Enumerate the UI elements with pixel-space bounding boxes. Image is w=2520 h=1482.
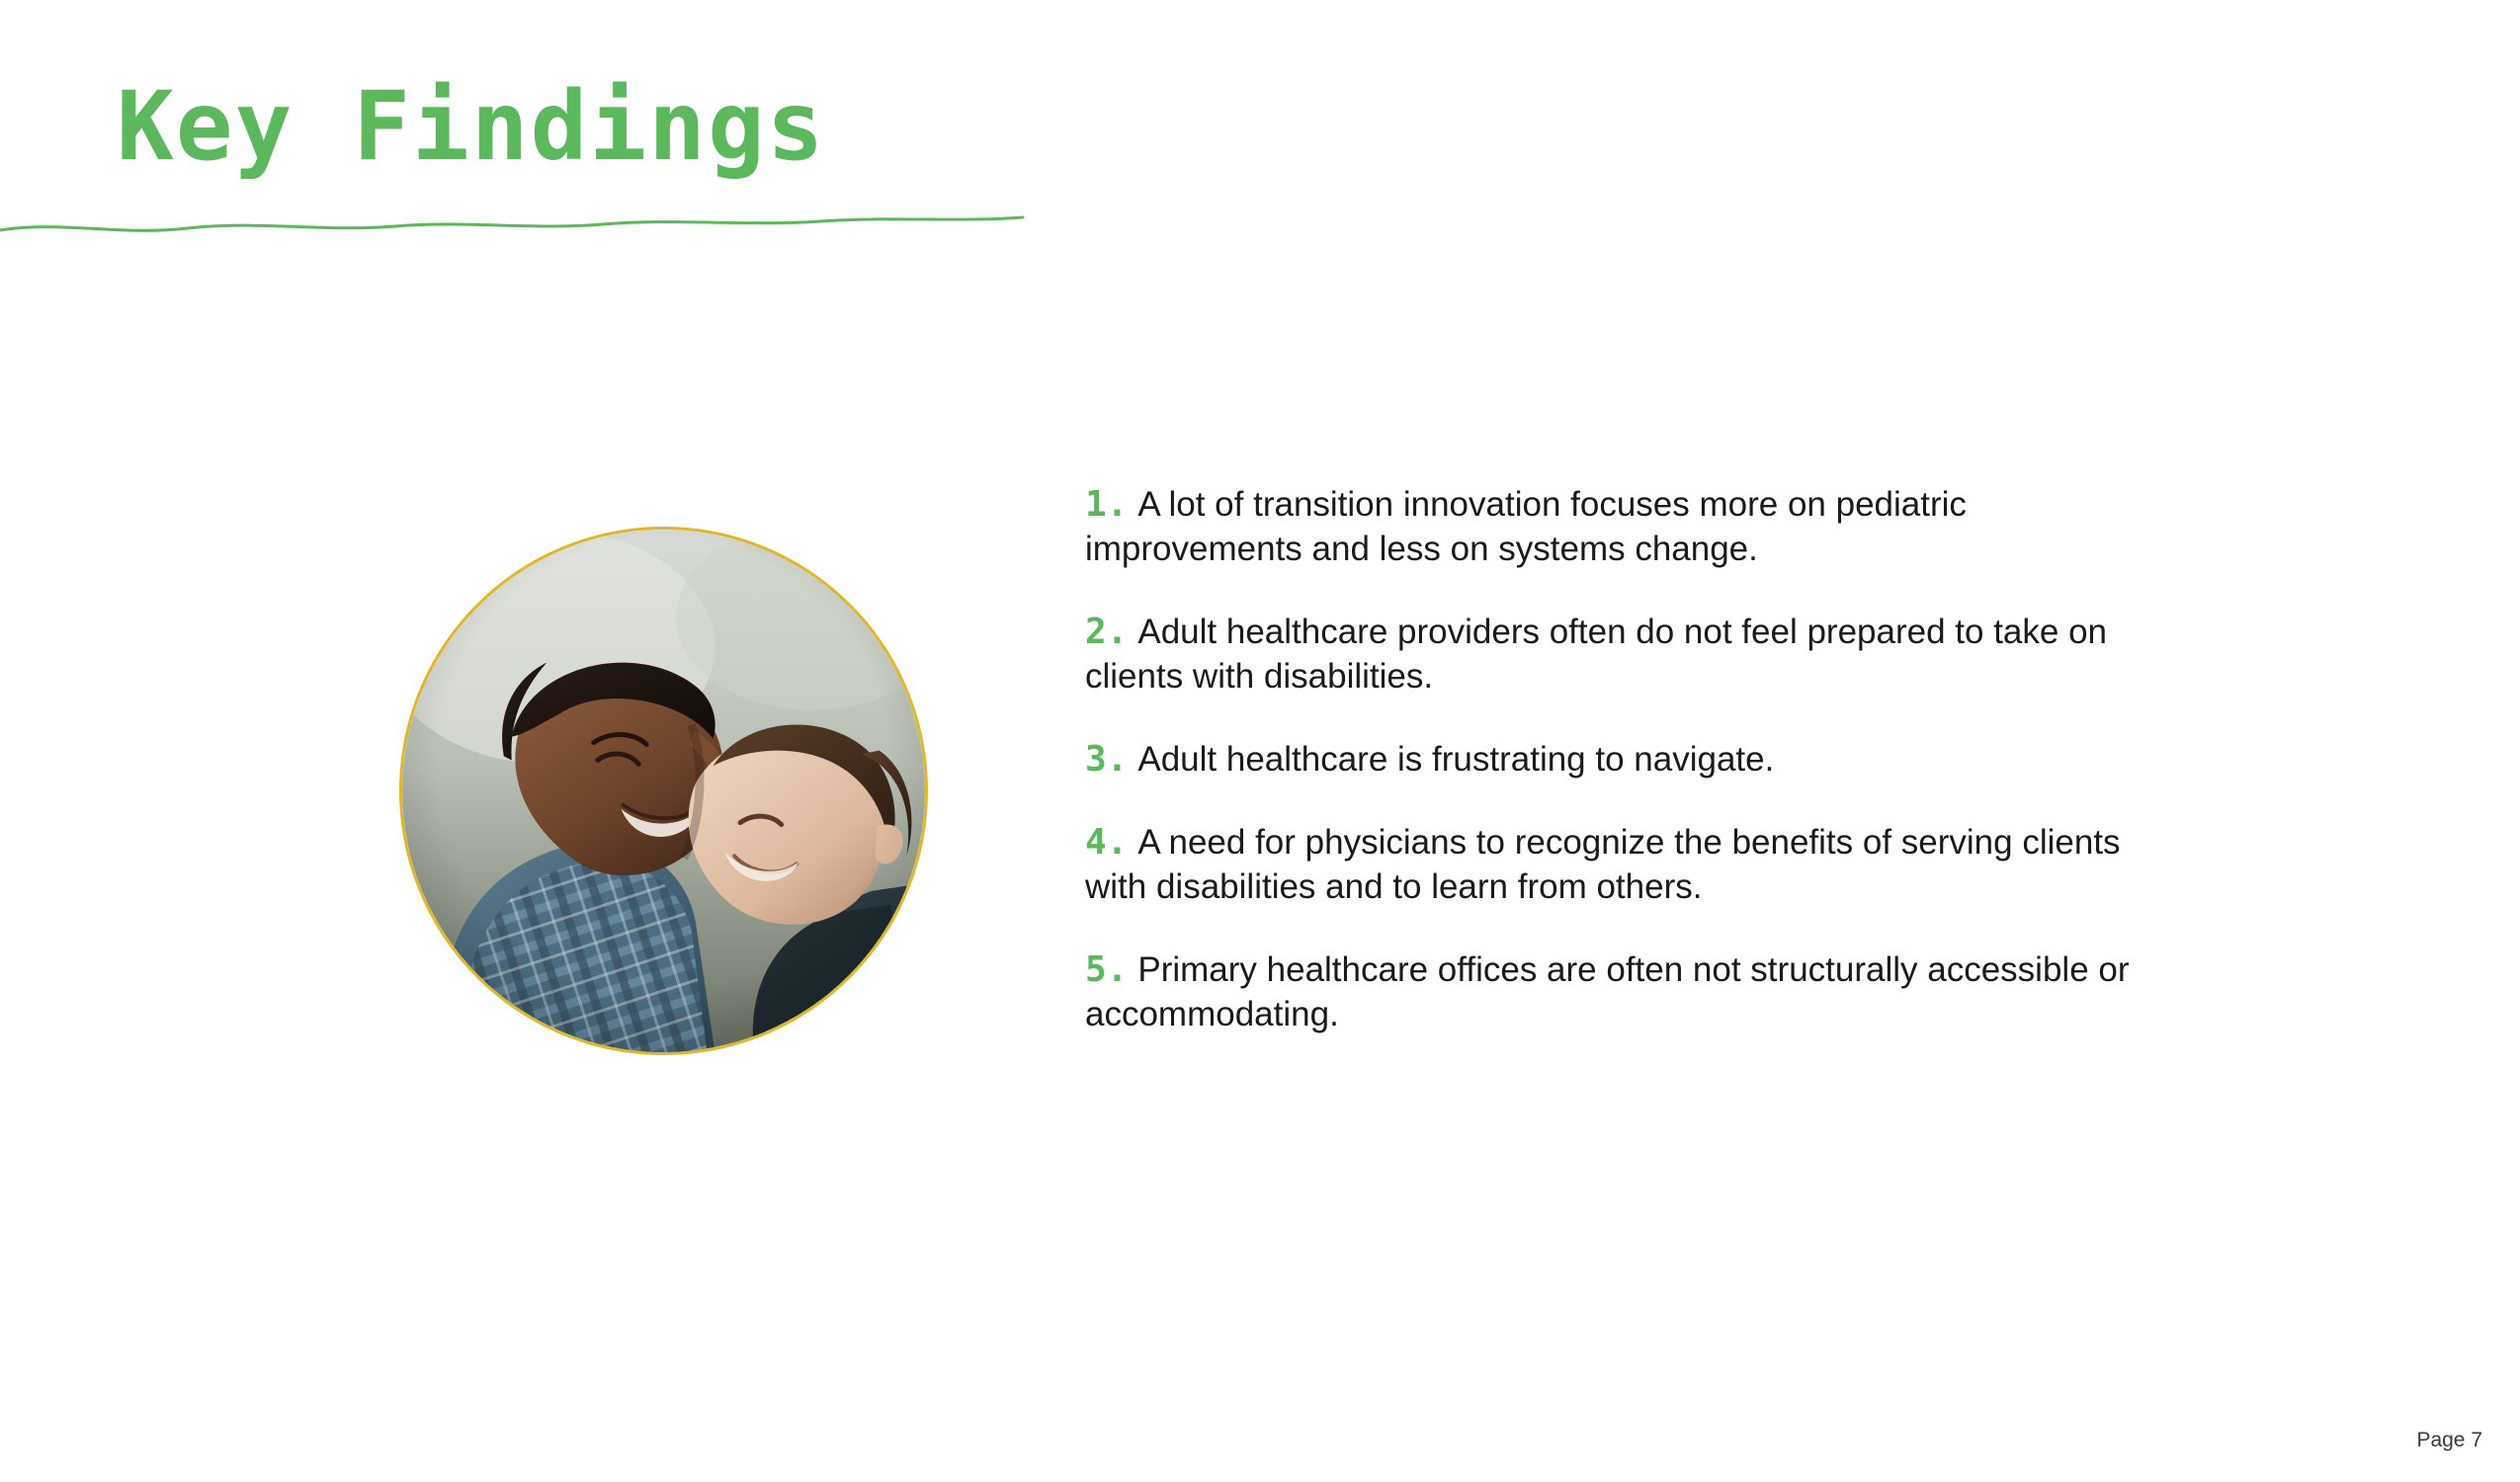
title-underline-squiggle: [0, 203, 1028, 242]
finding-text: Adult healthcare providers often do not feel prepared to take on clients with disabilities.: [1085, 612, 2108, 696]
finding-text: Adult healthcare is frustrating to navigate.: [1137, 739, 1775, 779]
finding-number: 2.: [1085, 611, 1129, 652]
list-item: [1085, 737, 2162, 782]
photo-image: [402, 530, 925, 1052]
finding-number: 1.: [1085, 484, 1129, 525]
key-findings-list: [1085, 482, 2162, 1037]
list-item: [1085, 820, 2162, 910]
finding-number: 5.: [1085, 948, 1129, 990]
page-title: Key Findings: [117, 71, 826, 182]
circular-photo-frame: [399, 527, 928, 1055]
finding-text: A need for physicians to recognize the benefits of serving clients with disabilities and to learn from others.: [1085, 822, 2121, 906]
list-item: [1085, 947, 2162, 1037]
page-number: Page 7: [2416, 1429, 2482, 1451]
finding-text: A lot of transition innovation focuses more on pediatric improvements and less on systems change.: [1085, 485, 1967, 569]
finding-text: Primary healthcare offices are often not structurally accessible or accommodating.: [1085, 949, 2130, 1033]
list-item: [1085, 482, 2162, 572]
finding-number: 4.: [1085, 821, 1129, 863]
finding-number: 3.: [1085, 738, 1129, 780]
list-item: [1085, 610, 2162, 700]
